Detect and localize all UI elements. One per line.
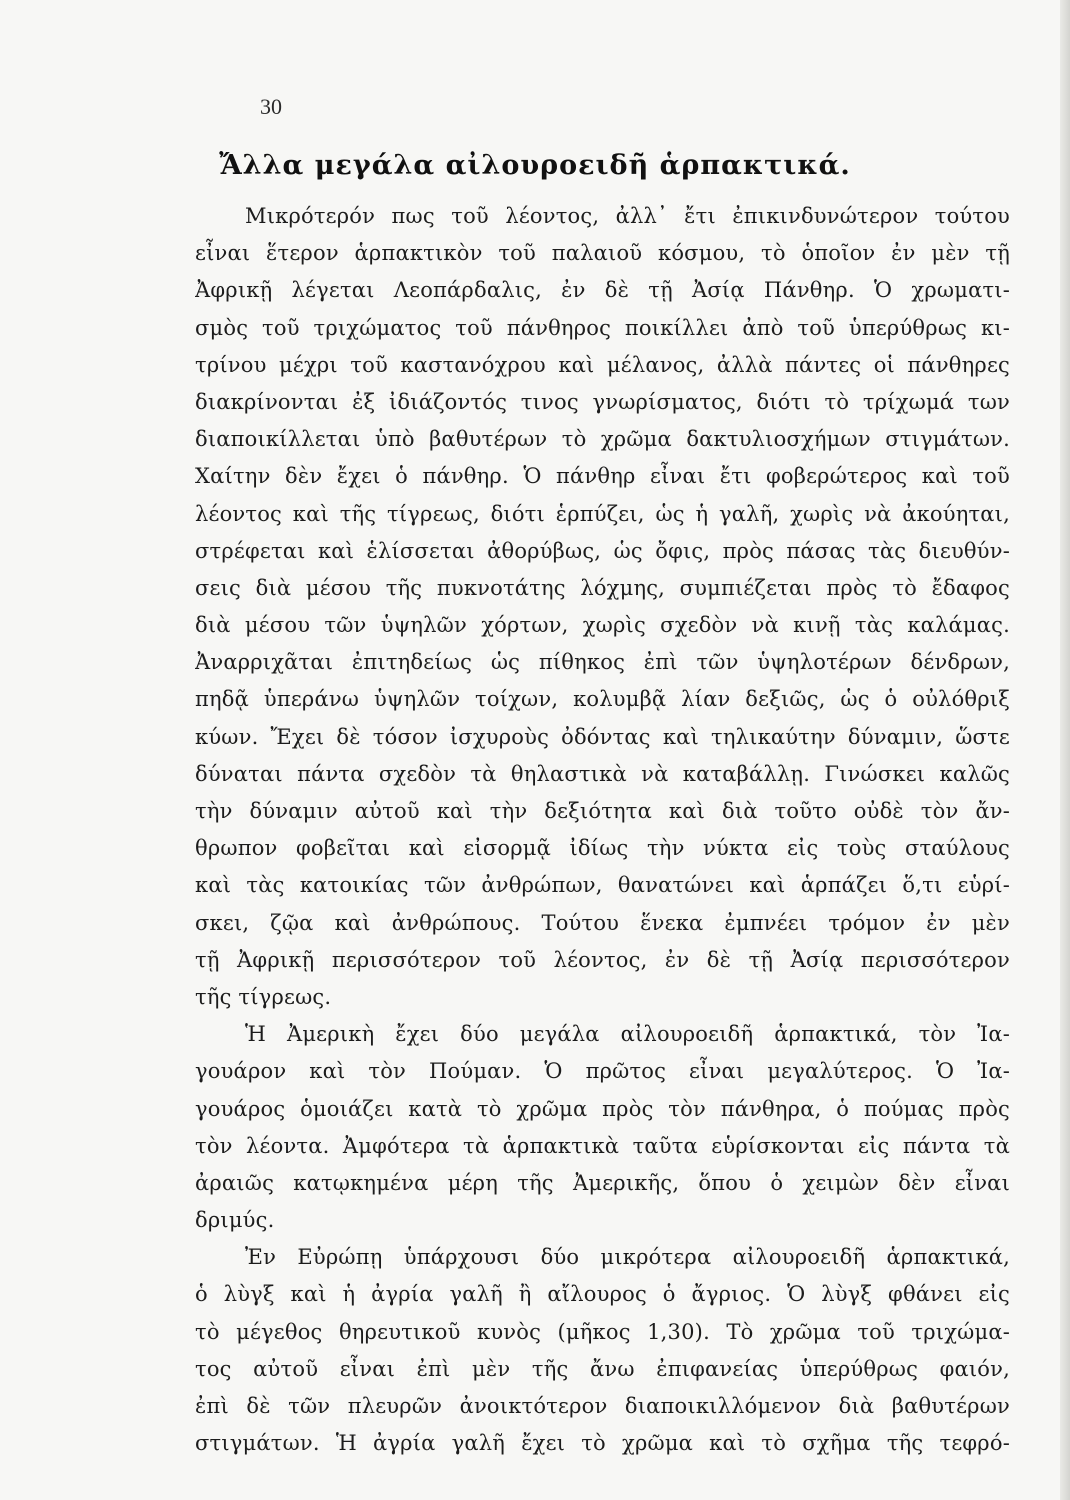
text-line: Ἡ Ἀμερικὴ ἔχει δύο μεγάλα αἰλουροειδῆ ἁρπακτικά, τὸν Ἰα- <box>245 1022 1010 1047</box>
text-line: Ἀφρικῇ λέγεται Λεοπάρδαλις, ἐν δὲ τῇ Ἀσίᾳ Πάνθηρ. Ὁ χρωματι- <box>195 278 1010 303</box>
text-line: πηδᾷ ὑπεράνω ὑψηλῶν τοίχων, κολυμβᾷ λίαν δεξιῶς, ὡς ὁ οὐλόθριξ <box>195 687 1010 712</box>
text-line: Χαίτην δὲν ἔχει ὁ πάνθηρ. Ὁ πάνθηρ εἶναι ἔτι φοβερώτερος καὶ τοῦ <box>195 464 1010 489</box>
text-line: κύων. Ἔχει δὲ τόσον ἰσχυροὺς ὀδόντας καὶ τηλικαύτην δύναμιν, ὥστε <box>195 724 1010 749</box>
section-heading: Ἄλλα μεγάλα αἰλουροειδῆ ἁρπακτικά. <box>219 150 851 181</box>
text-line: λέοντος καὶ τῆς τίγρεως, διότι ἑρπύζει, ὡς ἡ γαλῆ, χωρὶς νὰ ἀκούηται, <box>195 501 1010 526</box>
text-line: ἐπὶ δὲ τῶν πλευρῶν ἀνοικτότερον διαποικιλλόμενον διὰ βαθυτέρων <box>195 1394 1010 1418</box>
body-text <box>195 198 1010 1462</box>
text-line: σκει, ζῷα καὶ ἀνθρώπους. Τούτου ἕνεκα ἐμπνέει τρόμον ἐν μὲν <box>195 910 1010 935</box>
text-line: τῆς τίγρεως. <box>195 984 332 1009</box>
text-line: διαποικίλλεται ὑπὸ βαθυτέρων τὸ χρῶμα δακτυλιοσχήμων στιγμάτων. <box>195 427 1010 452</box>
text-line: Μικρότερόν πως τοῦ λέοντος, ἀλλ᾽ ἔτι ἐπικινδυνώτερον τούτου <box>245 204 1010 228</box>
text-line: σμὸς τοῦ τριχώματος τοῦ πάνθηρος ποικίλλει ἀπὸ τοῦ ὑπερύθρως κι- <box>195 315 1010 340</box>
text-line: διακρίνονται ἐξ ἰδιάζοντός τινος γνωρίσματος, διότι τὸ τρίχωμά των <box>195 389 1010 414</box>
text-line: τὸν λέοντα. Ἀμφότερα τὰ ἁρπακτικὰ ταῦτα εὑρίσκονται εἰς πάντα τὰ <box>195 1133 1010 1158</box>
text-line: δύναται πάντα σχεδὸν τὰ θηλαστικὰ νὰ καταβάλλῃ. Γινώσκει καλῶς <box>195 761 1010 786</box>
text-line: διὰ μέσου τῶν ὑψηλῶν χόρτων, χωρὶς σχεδὸν νὰ κινῇ τὰς καλάμας. <box>195 613 1010 638</box>
text-line: ὁ λὺγξ καὶ ἡ ἀγρία γαλῆ ἢ αἴλουρος ὁ ἄγριος. Ὁ λὺγξ φθάνει εἰς <box>195 1282 1010 1307</box>
text-line: τὴν δύναμιν αὐτοῦ καὶ τὴν δεξιότητα καὶ διὰ τοῦτο οὐδὲ τὸν ἄν- <box>195 799 1010 823</box>
text-line: στρέφεται καὶ ἑλίσσεται ἀθορύβως, ὡς ὄφις, πρὸς πάσας τὰς διευθύν- <box>195 538 1010 563</box>
text-line: τος αὐτοῦ εἶναι ἐπὶ μὲν τῆς ἄνω ἐπιφανείας ὑπερύθρως φαιόν, <box>195 1356 1010 1381</box>
text-line: Ἀναρριχᾶται ἐπιτηδείως ὡς πίθηκος ἐπὶ τῶν ὑψηλοτέρων δένδρων, <box>195 650 1010 675</box>
text-line: ἀραιῶς κατῳκημένα μέρη τῆς Ἀμερικῆς, ὅπου ὁ χειμὼν δὲν εἶναι <box>195 1170 1010 1195</box>
page-edge-shadow <box>1060 0 1070 1500</box>
text-line: θρωπον φοβεῖται καὶ εἰσορμᾷ ἰδίως τὴν νύκτα εἰς τοὺς σταύλους <box>195 836 1010 861</box>
text-line: καὶ τὰς κατοικίας τῶν ἀνθρώπων, θανατώνει καὶ ἁρπάζει ὅ,τι εὑρί- <box>195 873 1010 898</box>
text-line: στιγμάτων. Ἡ ἀγρία γαλῆ ἔχει τὸ χρῶμα καὶ τὸ σχῆμα τῆς τεφρό- <box>195 1431 1010 1456</box>
text-line: γουάρος ὁμοιάζει κατὰ τὸ χρῶμα πρὸς τὸν πάνθηρα, ὁ πούμας πρὸς <box>195 1096 1010 1121</box>
text-line: γουάρον καὶ τὸν Πούμαν. Ὁ πρῶτος εἶναι μεγαλύτερος. Ὁ Ἰα- <box>195 1059 1010 1084</box>
text-line: σεις διὰ μέσου τῆς πυκνοτάτης λόχμης, συμπιέζεται πρὸς τὸ ἔδαφος <box>195 575 1010 600</box>
text-line: Ἐν Εὐρώπῃ ὑπάρχουσι δύο μικρότερα αἰλουροειδῆ ἁρπακτικά, <box>245 1245 1010 1270</box>
text-line: τῇ Ἀφρικῇ περισσότερον τοῦ λέοντος, ἐν δὲ τῇ Ἀσίᾳ περισσότερον <box>195 947 1010 972</box>
text-line: δριμύς. <box>195 1208 275 1233</box>
text-line: εἶναι ἕτερον ἁρπακτικὸν τοῦ παλαιοῦ κόσμου, τὸ ὁποῖον ἐν μὲν τῇ <box>195 241 1010 266</box>
text-line: τρίνου μέχρι τοῦ καστανόχρου καὶ μέλανος, ἀλλὰ πάντες οἱ πάνθηρες <box>195 352 1010 377</box>
page-number: 30 <box>260 94 282 119</box>
text-line: τὸ μέγεθος θηρευτικοῦ κυνὸς (μῆκος 1,30). Τὸ χρῶμα τοῦ τριχώμα- <box>195 1319 1010 1344</box>
